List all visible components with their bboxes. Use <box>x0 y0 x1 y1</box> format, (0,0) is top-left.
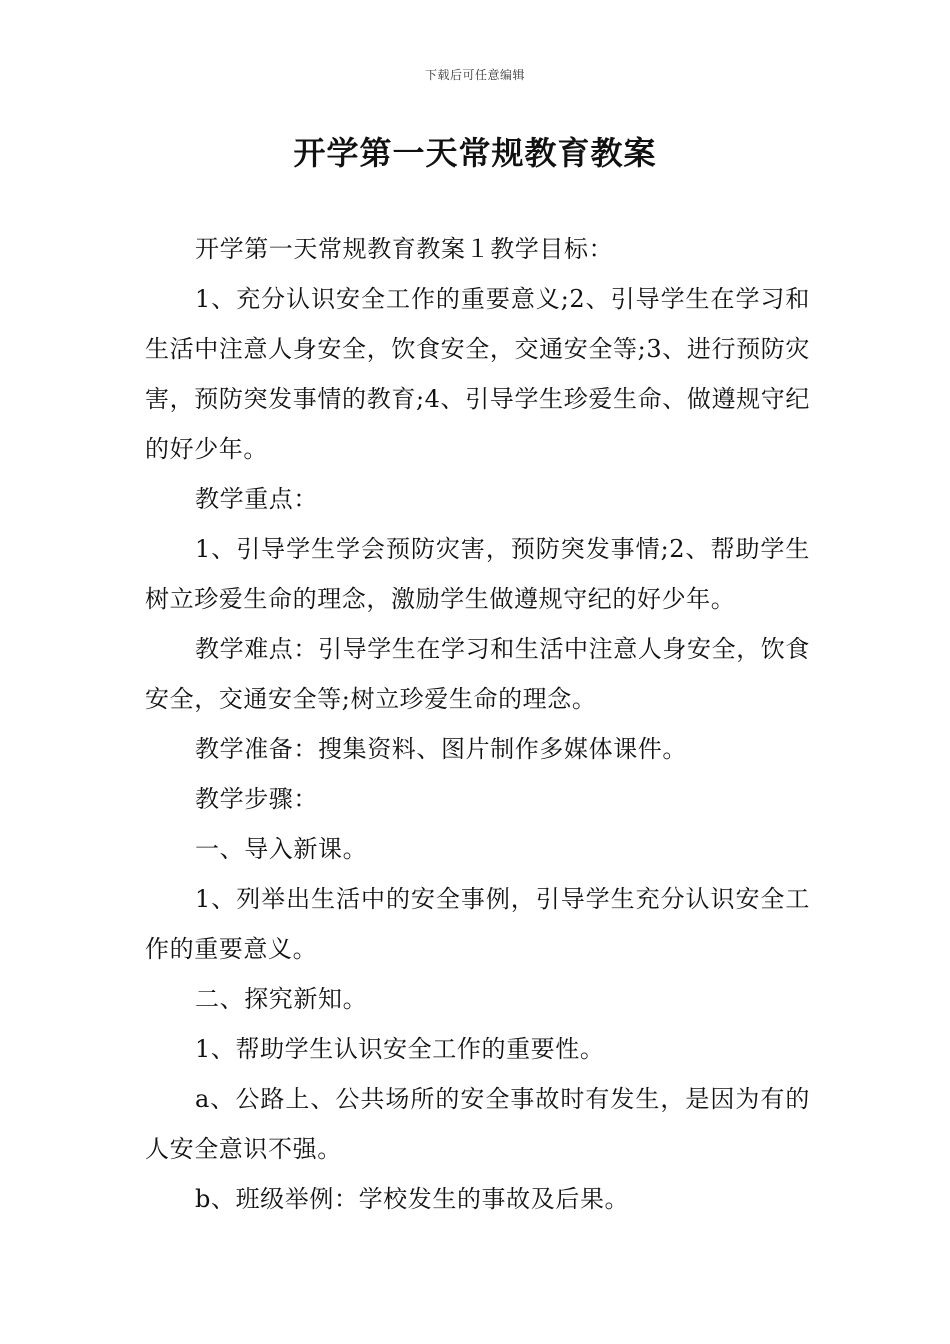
paragraph-explore-item-a: a、公路上、公共场所的安全事故时有发生，是因为有的人安全意识不强。 <box>145 1085 810 1163</box>
paragraph-explore-item-b: b、班级举例：学校发生的事故及后果。 <box>195 1185 630 1213</box>
paragraph-explore-item-1: 1、帮助学生认识安全工作的重要性。 <box>195 1035 605 1063</box>
paragraph-section-intro: 一、导入新课。 <box>195 835 368 863</box>
paragraph-key-points-heading: 教学重点： <box>195 485 318 513</box>
paragraph-section-explore: 二、探究新知。 <box>195 985 368 1013</box>
paragraph-objectives-heading: 开学第一天常规教育教案１教学目标： <box>195 235 614 263</box>
paragraph-steps-heading: 教学步骤： <box>195 785 318 813</box>
paragraph-key-points: 1、引导学生学会预防灾害，预防突发事情;2、帮助学生树立珍爱生命的理念，激励学生做遵规守纪的好少年。 <box>145 535 810 613</box>
document-title: 开学第一天常规教育教案 <box>293 134 657 172</box>
header-note: 下载后可任意编辑 <box>424 68 525 82</box>
paragraph-intro-item-1: 1、列举出生活中的安全事例，引导学生充分认识安全工作的重要意义。 <box>145 885 810 963</box>
document-body <box>145 224 810 1224</box>
paragraph-objectives: 1、充分认识安全工作的重要意义;2、引导学生在学习和生活中注意人身安全，饮食安全，交通安全等;3、进行预防灾害，预防突发事情的教育;4、引导学生珍爱生命、做遵规守纪的好少年。 <box>145 285 810 463</box>
paragraph-preparation: 教学准备：搜集资料、图片制作多媒体课件。 <box>195 735 687 763</box>
paragraph-difficulties: 教学难点：引导学生在学习和生活中注意人身安全，饮食安全，交通安全等;树立珍爱生命的理念。 <box>145 635 810 713</box>
